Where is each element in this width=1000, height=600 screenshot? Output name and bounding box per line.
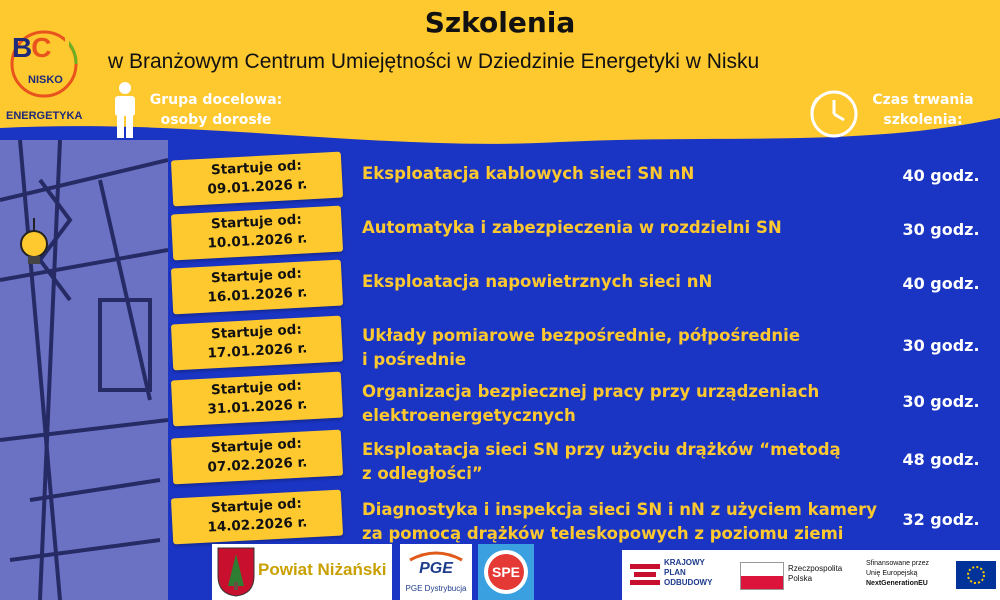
target-group-title: Grupa docelowa: [149, 92, 283, 108]
course-name [362, 438, 882, 486]
clock-icon [806, 86, 862, 142]
start-date-badge [171, 316, 343, 371]
course-name-line2: z odległości” [362, 464, 483, 483]
start-date-badge [171, 490, 343, 545]
course-duration: 30 godz. [902, 336, 980, 355]
start-date: 16.01.2026 r. [207, 284, 308, 306]
eu-flag-icon [956, 561, 996, 589]
course-duration: 30 godz. [902, 220, 980, 239]
person-icon [112, 82, 138, 138]
bcu-logo [6, 26, 100, 126]
duration-label [866, 90, 980, 130]
course-name-line2: i pośrednie [362, 350, 467, 369]
start-date-badge [171, 152, 343, 207]
rp-line2: Polska [788, 574, 813, 583]
start-label: Startuje od: [210, 435, 303, 457]
poland-flag-icon [740, 562, 784, 590]
eu-line3: NextGenerationEU [866, 580, 928, 587]
course-duration: 40 godz. [902, 166, 980, 185]
course-duration: 32 godz. [902, 510, 980, 529]
logo-bcu-text: BCU [12, 32, 70, 63]
start-date-badge [171, 206, 343, 261]
course-name [362, 216, 882, 240]
power-pole-photo [0, 140, 168, 600]
kpo-line1: KRAJOWY [664, 558, 705, 567]
course-name [362, 162, 882, 186]
course-duration: 30 godz. [902, 392, 980, 411]
page-title: Szkolenia [424, 6, 576, 39]
start-date: 07.02.2026 r. [207, 454, 308, 476]
pge-text: PGE [419, 560, 453, 577]
course-name [362, 498, 882, 546]
start-label: Startuje od: [210, 377, 303, 399]
start-date-badge [171, 260, 343, 315]
start-date: 10.01.2026 r. [207, 230, 308, 252]
start-label: Startuje od: [210, 211, 303, 233]
course-duration: 40 godz. [902, 274, 980, 293]
start-date: 09.01.2026 r. [207, 176, 308, 198]
rp-text [788, 564, 842, 584]
eu-line2: Unię Europejską [866, 570, 918, 577]
course-duration: 48 godz. [902, 450, 980, 469]
powiat-name: Powiat Niżański [258, 560, 387, 579]
course-name-line1: Automatyka i zabezpieczenia w rozdzielni SN [362, 218, 782, 237]
spe-logo [478, 544, 534, 600]
pge-logo [400, 544, 472, 600]
page-subtitle: w Branżowym Centrum Umiejętności w Dziedzinie Energetyki w Nisku [108, 50, 760, 73]
kpo-line3: ODBUDOWY [664, 578, 713, 587]
target-group-label [146, 90, 286, 130]
start-date-badge [171, 430, 343, 485]
course-name [362, 324, 882, 372]
rp-line1: Rzeczpospolita [788, 564, 843, 573]
course-name [362, 270, 882, 294]
duration-label-line2: szkolenia: [883, 112, 963, 128]
start-label: Startuje od: [210, 157, 303, 179]
start-label: Startuje od: [210, 265, 303, 287]
start-date: 14.02.2026 r. [207, 514, 308, 536]
target-group-value: osoby dorosłe [160, 112, 272, 128]
logo-nisko-text: NISKO [28, 74, 63, 86]
coat-of-arms-icon [216, 546, 256, 598]
course-name-line1: Organizacja bezpiecznej pracy przy urządzeniach [362, 382, 820, 401]
kpo-icon [630, 560, 660, 590]
course-name [362, 380, 882, 428]
spe-text: SPE [491, 564, 520, 580]
course-name-line2: za pomocą drążków teleskopowych z poziomu ziemi [362, 524, 844, 543]
logo-energetyka-text: ENERGETYKA [6, 110, 83, 122]
eu-text [866, 559, 929, 589]
course-name-line1: Eksploatacja napowietrznych sieci nN [362, 272, 713, 291]
course-name-line1: Diagnostyka i inspekcja sieci SN i nN z użyciem kamery [362, 500, 877, 519]
funding-logos-bar [622, 550, 1000, 600]
course-name-line2: elektroenergetycznych [362, 406, 576, 425]
course-name-line1: Układy pomiarowe bezpośrednie, półpośrednie [362, 326, 801, 345]
course-name-line1: Eksploatacja kablowych sieci SN nN [362, 164, 695, 183]
eu-line1: Sfinansowane przez [866, 560, 930, 567]
kpo-text [664, 558, 712, 588]
duration-label-line1: Czas trwania [872, 92, 974, 108]
course-name-line1: Eksploatacja sieci SN przy użyciu drążków “metodą [362, 440, 841, 459]
start-date-badge [171, 372, 343, 427]
start-label: Startuje od: [210, 321, 303, 343]
kpo-line2: PLAN [664, 568, 686, 577]
start-date: 17.01.2026 r. [207, 340, 308, 362]
powiat-logo [212, 544, 392, 600]
pge-subtext: PGE Dystrybucja [405, 584, 467, 593]
start-date: 31.01.2026 r. [207, 396, 308, 418]
start-label: Startuje od: [210, 495, 303, 517]
